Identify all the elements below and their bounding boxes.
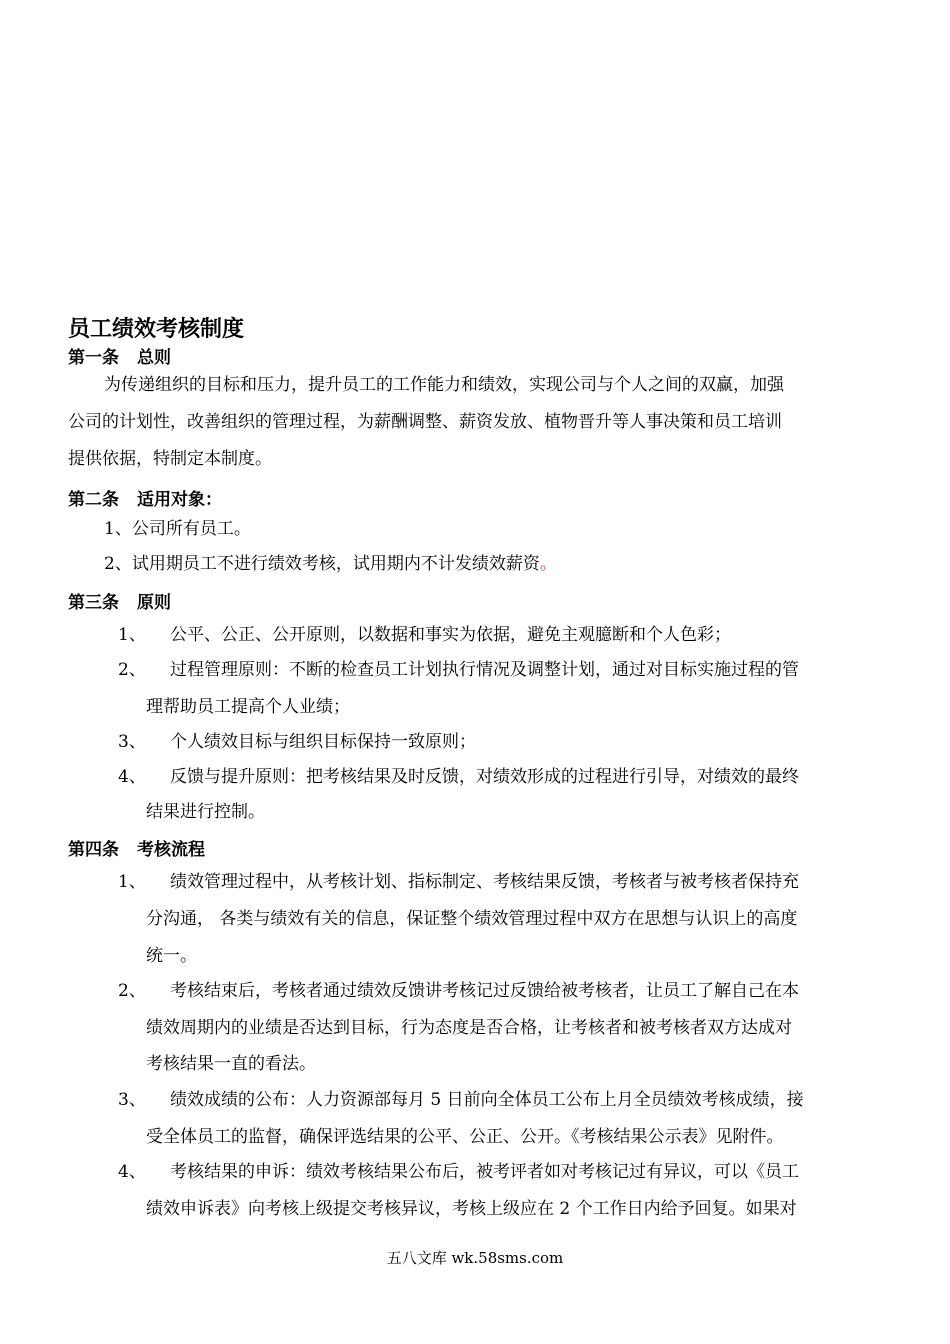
section-4-item-2-line-3: 考核结果一直的看法。 bbox=[146, 1054, 316, 1074]
section-1-paragraph-line-2: 公司的计划性，改善组织的管理过程，为薪酬调整、薪资发放、植物晋升等人事决策和员工培训 bbox=[68, 412, 782, 432]
section-4-name: 考核流程 bbox=[137, 840, 205, 860]
section-3-name: 原则 bbox=[137, 593, 171, 613]
section-4-item-3-line-1: 绩效成绩的公布：人力资源部每月 5 日前向全体员工公布上月全员绩效考核成绩，接 bbox=[170, 1090, 804, 1110]
section-3-item-4-line-1: 反馈与提升原则：把考核结果及时反馈，对绩效形成的过程进行引导，对绩效的最终 bbox=[170, 767, 799, 787]
section-3-item-2-line-2: 理帮助员工提高个人业绩； bbox=[146, 697, 350, 717]
section-1-paragraph-line-3: 提供依据，特制定本制度。 bbox=[68, 449, 272, 469]
section-4-heading bbox=[68, 835, 205, 860]
section-3-item-4-line-2: 结果进行控制。 bbox=[146, 802, 265, 822]
section-2-item-2-end: 。 bbox=[539, 554, 557, 574]
section-4-item-2-line-2: 绩效周期内的业绩是否达到目标，行为态度是否合格，让考核者和被考核者双方达成对 bbox=[146, 1018, 792, 1038]
section-4-item-4-line-2: 绩效申诉表》向考核上级提交考核异议，考核上级应在 2 个工作日内给予回复。如果对 bbox=[146, 1199, 797, 1219]
section-3-label: 第三条 bbox=[68, 593, 119, 613]
section-4-item-1-line-2: 分沟通， 各类与绩效有关的信息，保证整个绩效管理过程中双方在思想与认识上的高度 bbox=[146, 909, 798, 929]
section-1-paragraph-line-1: 为传递组织的目标和压力，提升员工的工作能力和绩效，实现公司与个人之间的双赢，加强 bbox=[104, 375, 784, 395]
section-1-heading bbox=[68, 343, 171, 368]
section-2-label: 第二条 bbox=[68, 490, 119, 510]
section-1-name: 总则 bbox=[137, 348, 171, 368]
section-3-item-3: 个人绩效目标与组织目标保持一致原则； bbox=[170, 732, 476, 752]
section-4-item-1-line-3: 统一。 bbox=[146, 946, 197, 966]
section-4-item-1-line-1: 绩效管理过程中，从考核计划、指标制定、考核结果反馈，考核者与被考核者保持充 bbox=[170, 872, 799, 892]
section-3-item-4-number: 4、 bbox=[118, 767, 146, 787]
section-4-item-1-number: 1、 bbox=[118, 872, 146, 892]
section-4-item-2-number: 2、 bbox=[118, 981, 146, 1001]
section-2-item-2 bbox=[104, 553, 557, 575]
section-2-heading bbox=[68, 485, 222, 510]
section-4-item-2-line-1: 考核结束后，考核者通过绩效反馈讲考核记过反馈给被考核者，让员工了解自己在本 bbox=[170, 981, 799, 1001]
section-2-name: 适用对象： bbox=[137, 490, 222, 510]
section-3-item-2-line-1: 过程管理原则：不断的检查员工计划执行情况及调整计划，通过对目标实施过程的管 bbox=[170, 660, 799, 680]
section-2-item-1: 1、公司所有员工。 bbox=[104, 519, 251, 539]
section-3-item-3-number: 3、 bbox=[118, 732, 146, 752]
section-3-item-1-number: 1、 bbox=[118, 625, 146, 645]
section-3-item-2-number: 2、 bbox=[118, 660, 146, 680]
document-title: 员工绩效考核制度 bbox=[68, 317, 245, 342]
section-4-item-3-number: 3、 bbox=[118, 1090, 146, 1110]
section-4-label: 第四条 bbox=[68, 840, 119, 860]
section-4-item-4-line-1: 考核结果的申诉：绩效考核结果公布后，被考评者如对考核记过有异议，可以《员工 bbox=[170, 1162, 799, 1182]
section-4-item-3-line-2: 受全体员工的监督，确保评选结果的公平、公正、公开。《考核结果公示表》见附件。 bbox=[146, 1127, 784, 1147]
section-4-item-4-number: 4、 bbox=[118, 1162, 146, 1182]
page-footer: 五八文库 wk.58sms.com bbox=[386, 1249, 564, 1267]
section-2-item-2-text: 2、试用期员工不进行绩效考核，试用期内不计发绩效薪资 bbox=[104, 554, 540, 574]
section-3-item-1: 公平、公正、公开原则，以数据和事实为依据，避免主观臆断和个人色彩； bbox=[170, 625, 731, 645]
section-1-label: 第一条 bbox=[68, 348, 119, 368]
section-3-heading bbox=[68, 588, 171, 613]
